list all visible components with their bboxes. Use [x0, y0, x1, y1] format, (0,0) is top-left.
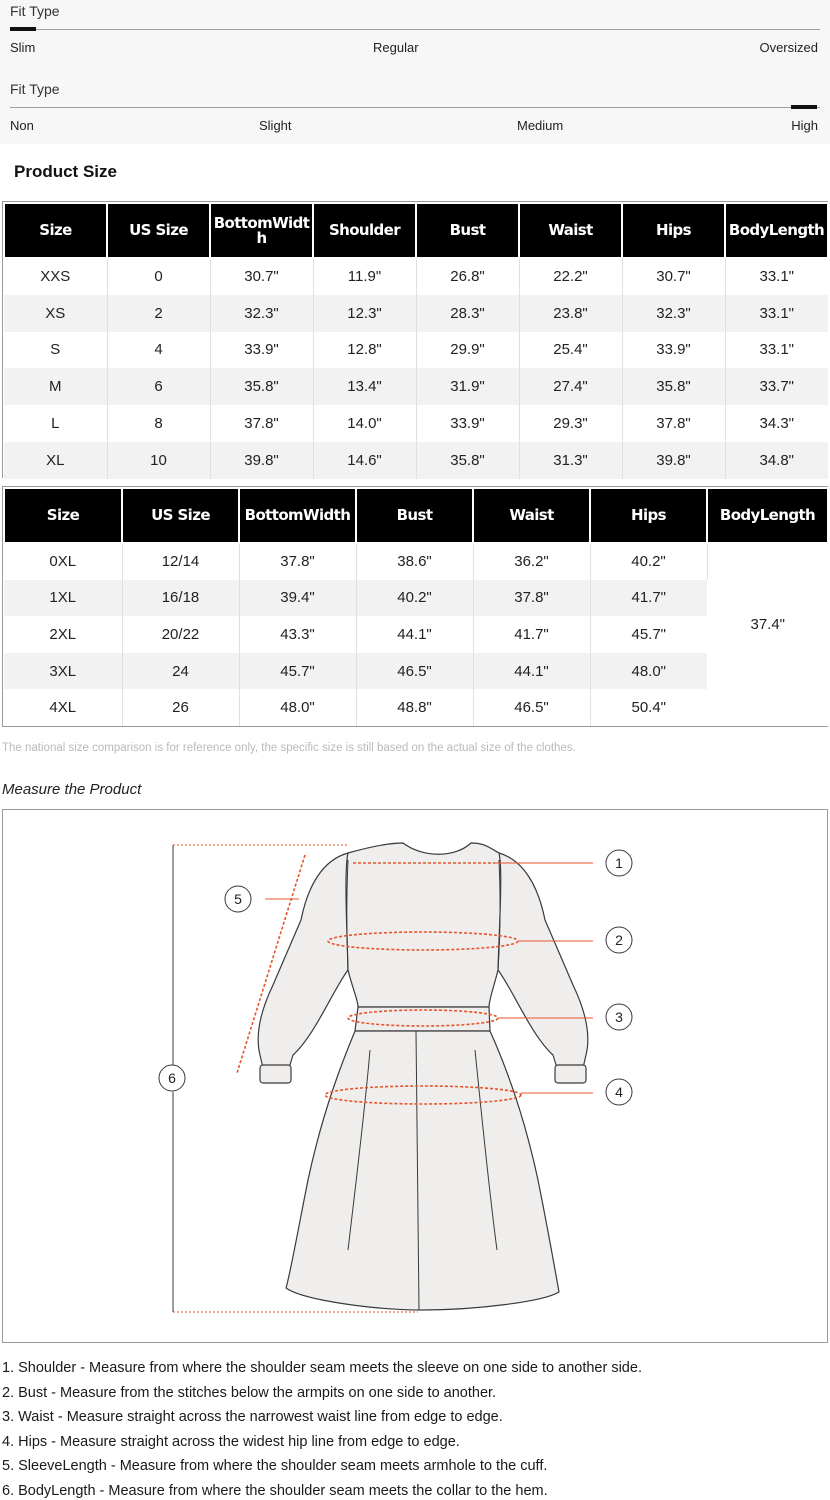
- table-row: [4, 543, 828, 580]
- table-row: [4, 405, 828, 442]
- table-cell: 41.7": [473, 616, 590, 653]
- header-bust: Bust: [356, 488, 473, 543]
- table-cell: 33.9": [622, 332, 725, 369]
- instruction-bust: 2. Bust - Measure from the stitches below the armpits on one side to another.: [2, 1384, 497, 1401]
- table-cell: 46.5": [473, 689, 590, 726]
- table-row: [4, 258, 828, 295]
- table-cell: 4: [107, 332, 210, 369]
- table-cell: 38.6": [356, 543, 473, 580]
- instruction-waist: 3. Waist - Measure straight across the narrowest waist line from edge to edge.: [2, 1409, 503, 1426]
- header-waist: Waist: [519, 203, 622, 258]
- table-cell: 12.3": [313, 295, 416, 332]
- header-us-size: US Size: [107, 203, 210, 258]
- header-body-length: BodyLength: [707, 488, 828, 543]
- header-shoulder: Shoulder: [313, 203, 416, 258]
- stretch-label-non: Non: [10, 118, 34, 133]
- table-cell: 39.4": [239, 580, 356, 617]
- table-cell: 4XL: [4, 689, 122, 726]
- header-waist: Waist: [473, 488, 590, 543]
- table-cell: 26: [122, 689, 239, 726]
- table-cell: S: [4, 332, 107, 369]
- table-cell: 37.8": [239, 543, 356, 580]
- table-cell: 37.8": [210, 405, 313, 442]
- table-cell: 2XL: [4, 616, 122, 653]
- table-cell: 45.7": [239, 653, 356, 690]
- table-cell: 37.8": [622, 405, 725, 442]
- table-row: [4, 580, 828, 617]
- table-cell: XXS: [4, 258, 107, 295]
- table-cell: 33.1": [759, 268, 795, 286]
- table-cell: 1XL: [4, 580, 122, 617]
- table-cell: 35.8": [416, 442, 519, 479]
- header-bottom-width: BottomWidth: [210, 203, 313, 258]
- table-cell: 27.4": [519, 368, 622, 405]
- table-cell: 6: [107, 368, 210, 405]
- table-cell: 32.3": [210, 295, 313, 332]
- fit-scale-indicator: [10, 27, 36, 31]
- table-cell: 48.8": [356, 689, 473, 726]
- stretch-label-medium: Medium: [517, 118, 564, 133]
- table-cell: 41.7": [590, 580, 707, 617]
- table-cell: 26.8": [416, 258, 519, 295]
- table-cell: 12.8": [313, 332, 416, 369]
- table-row: [4, 442, 828, 479]
- table-cell: 45.7": [631, 625, 667, 643]
- table-row: [4, 332, 828, 369]
- instruction-hips: 4. Hips - Measure straight across the widest hip line from edge to edge.: [2, 1433, 460, 1450]
- body-length-merged-cell: 37.4": [707, 543, 828, 726]
- table-cell: 44.1": [356, 616, 473, 653]
- table-cell: 24: [122, 653, 239, 690]
- table-cell: 36.2": [473, 543, 590, 580]
- product-size-title: Product Size: [14, 162, 117, 181]
- table-row: [4, 689, 828, 726]
- table-cell: 35.8": [210, 368, 313, 405]
- table-cell: 50.4": [631, 699, 667, 717]
- table-cell: 43.3": [239, 616, 356, 653]
- table-cell: 32.3": [622, 295, 725, 332]
- measure-instructions: [2, 1356, 828, 1500]
- table-cell: XS: [4, 295, 107, 332]
- fit-type-title: Fit Type: [10, 3, 60, 19]
- table-cell: 2: [107, 295, 210, 332]
- stretch-type-title: Fit Type: [10, 81, 60, 97]
- fit-label-oversized: Oversized: [759, 40, 818, 55]
- skirt: [286, 1031, 559, 1310]
- size-table-plus: [3, 487, 829, 726]
- table-cell: 11.9": [313, 258, 416, 295]
- header-hips: Hips: [590, 488, 707, 543]
- table-cell: 10: [107, 442, 210, 479]
- bodice: [346, 843, 501, 1007]
- table-cell: 25.4": [519, 332, 622, 369]
- instruction-shoulder: 1. Shoulder - Measure from where the shoulder seam meets the sleeve on one side to another side.: [2, 1360, 642, 1376]
- table-row: [4, 653, 828, 690]
- marker-6-label: 6: [168, 1070, 176, 1086]
- table-cell: 14.0": [313, 405, 416, 442]
- right-cuff: [555, 1065, 586, 1083]
- table-cell: 44.1": [473, 653, 590, 690]
- fit-type-panel: [0, 0, 830, 144]
- table-cell: 33.1": [759, 341, 795, 359]
- stretch-label-slight: Slight: [259, 118, 292, 133]
- table-cell: 39.8": [210, 442, 313, 479]
- table-cell: 22.2": [519, 258, 622, 295]
- table-cell: 48.0": [239, 689, 356, 726]
- table-row: [4, 295, 828, 332]
- instruction-body-length: 6. BodyLength - Measure from where the shoulder seam meets the collar to the hem.: [2, 1482, 548, 1499]
- marker-5-label: 5: [234, 891, 242, 907]
- table-cell: 31.9": [416, 368, 519, 405]
- table-cell: 40.2": [356, 580, 473, 617]
- header-bust: Bust: [416, 203, 519, 258]
- fit-scale-track: [10, 29, 820, 30]
- marker-4-label: 4: [615, 1084, 623, 1100]
- table-row: [4, 616, 828, 653]
- header-size: Size: [4, 488, 122, 543]
- table-cell: 33.9": [210, 332, 313, 369]
- size-table-regular: [3, 202, 829, 479]
- table-cell: L: [4, 405, 107, 442]
- stretch-scale-indicator: [791, 105, 817, 109]
- table-cell: 48.0": [590, 653, 707, 690]
- right-sleeve: [498, 853, 588, 1068]
- table-cell: 39.8": [622, 442, 725, 479]
- header-size: Size: [4, 203, 107, 258]
- instruction-sleeve-length: 5. SleeveLength - Measure from where the shoulder seam meets armhole to the cuff.: [2, 1458, 548, 1475]
- stretch-scale-track: [10, 107, 820, 108]
- fit-label-slim: Slim: [10, 40, 36, 55]
- measure-title: Measure the Product: [2, 781, 142, 798]
- table-cell: 31.3": [519, 442, 622, 479]
- table-cell: 28.3": [416, 295, 519, 332]
- table-cell: 30.7": [622, 258, 725, 295]
- table-cell: 12/14: [122, 543, 239, 580]
- table-cell: 29.3": [519, 405, 622, 442]
- measurement-diagram: [2, 809, 828, 1343]
- marker-2-label: 2: [615, 932, 623, 948]
- table-cell: 20/22: [122, 616, 239, 653]
- table-cell: M: [4, 368, 107, 405]
- table-cell: 35.8": [622, 368, 725, 405]
- table-cell: 46.5": [356, 653, 473, 690]
- waistband: [355, 1007, 490, 1031]
- table-cell: 16/18: [122, 580, 239, 617]
- size-reference-note: The national size comparison is for reference only, the specific size is still based on the actual size of the clothes.: [2, 742, 576, 754]
- header-hips: Hips: [622, 203, 725, 258]
- marker-1-label: 1: [615, 855, 623, 871]
- table-cell: 33.1": [725, 295, 828, 332]
- header-us-size: US Size: [122, 488, 239, 543]
- table-cell: 33.9": [416, 405, 519, 442]
- table-cell: 34.8": [725, 442, 828, 479]
- table-cell: 33.7": [725, 368, 828, 405]
- table-cell: 0: [107, 258, 210, 295]
- table-cell: 30.7": [210, 258, 313, 295]
- header-bottom-width: BottomWidth: [239, 488, 356, 543]
- table-row: [4, 368, 828, 405]
- table-cell: 23.8": [519, 295, 622, 332]
- left-cuff: [260, 1065, 291, 1083]
- table-cell: 3XL: [4, 653, 122, 690]
- table-cell: XL: [4, 442, 107, 479]
- marker-3-label: 3: [615, 1009, 623, 1025]
- table-cell: 0XL: [4, 543, 122, 580]
- stretch-label-high: High: [791, 118, 818, 133]
- table-cell: 40.2": [590, 543, 707, 580]
- table-cell: 29.9": [416, 332, 519, 369]
- table-cell: 8: [107, 405, 210, 442]
- fit-label-regular: Regular: [373, 40, 419, 55]
- header-body-length: BodyLength: [725, 203, 828, 258]
- table-cell: 34.3": [759, 415, 795, 433]
- table-cell: 37.8": [473, 580, 590, 617]
- table-cell: 13.4": [313, 368, 416, 405]
- dress-illustration: [3, 810, 829, 1344]
- table-cell: 14.6": [313, 442, 416, 479]
